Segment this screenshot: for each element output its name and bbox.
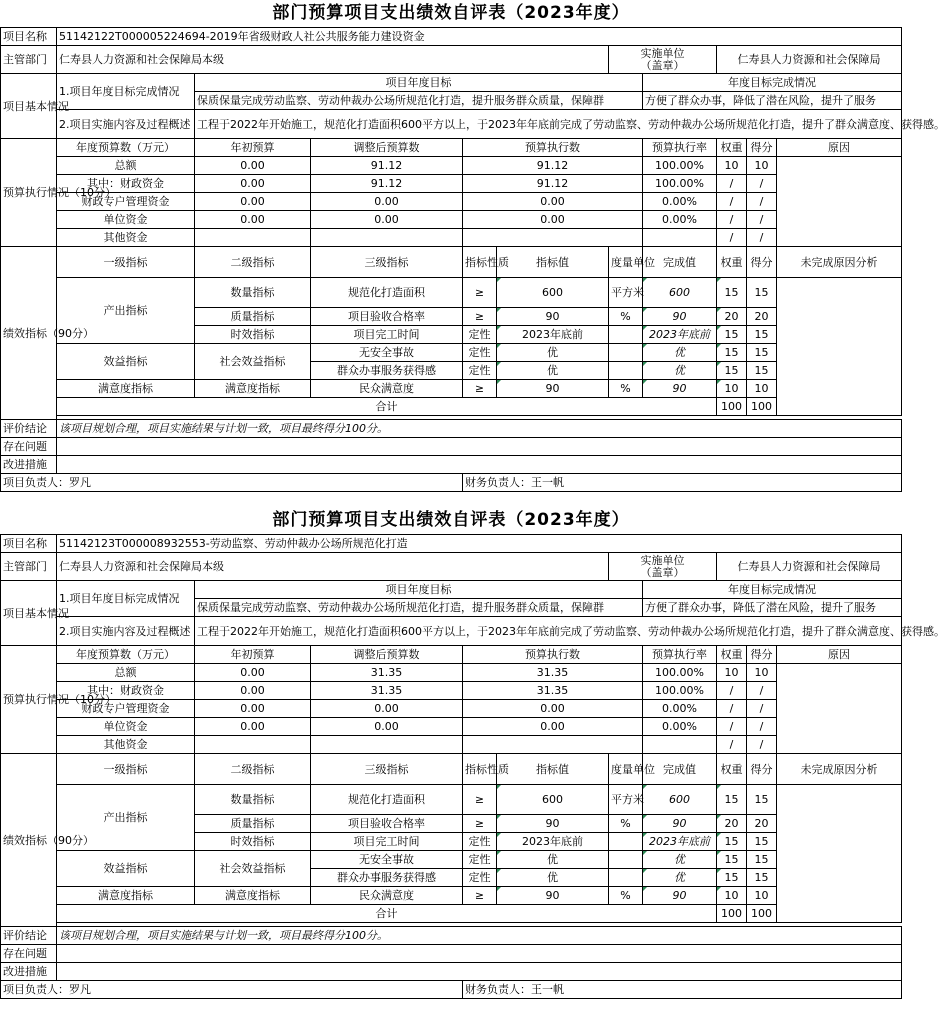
budget-score: / [747,229,777,247]
perf-header-score: 得分 [747,247,777,278]
perf-unit [609,344,643,362]
total-score: 100 [747,398,777,416]
perf-reason [777,278,902,416]
impl-value: 仁寿县人力资源和社会保障局 [717,46,902,74]
goal-header: 项目年度目标 [195,581,643,599]
budget-init: 0.00 [195,211,311,229]
perf-header-value: 指标值 [497,754,609,785]
budget-adjusted: 0.00 [311,193,463,211]
perf-score: 15 [747,362,777,380]
perf-row [1,851,902,869]
budget-adjusted [311,736,463,754]
budget-item-name: 总额 [57,664,195,682]
perf-score: 20 [747,815,777,833]
budget-header-init: 年初预算 [195,139,311,157]
budget-item-name: 其中：财政资金 [57,682,195,700]
perf-row [1,887,902,905]
perf-l3: 项目完工时间 [311,326,463,344]
eval-label: 评价结论 [1,420,57,438]
issue-label: 存在问题 [1,945,57,963]
budget-weight: / [717,736,747,754]
dept-value: 仁寿县人力资源和社会保障局本级 [57,553,609,581]
evaluation-sheet [0,0,945,506]
budget-section-label: 预算执行情况（10分） [1,646,57,754]
budget-score: 10 [747,157,777,175]
process-text: 工程于2022年开始施工，规范化打造面积600平方以上，于2023年年底前完成了劳动监察、劳动仲裁办公场所规范化打造，提升了群众满意度、获得感。 [195,617,902,646]
perf-l3: 民众满意度 [311,380,463,398]
perf-l3: 群众办事服务获得感 [311,869,463,887]
budget-row [1,157,902,175]
budget-score: / [747,175,777,193]
perf-target-value: 优 [497,851,609,869]
total-weight: 100 [717,398,747,416]
perf-header-unit: 度量单位 [609,247,643,278]
perf-header-unit: 度量单位 [609,754,643,785]
budget-executed: 31.35 [463,682,643,700]
finance-owner-label: 财务负责人：王一帆 [463,981,902,999]
perf-l3: 项目验收合格率 [311,815,463,833]
goal-done-header: 年度目标完成情况 [643,581,902,599]
budget-weight: / [717,193,747,211]
perf-weight: 15 [717,851,747,869]
perf-unit: % [609,380,643,398]
budget-executed [463,229,643,247]
perf-weight: 20 [717,308,747,326]
perf-nature: ≥ [463,815,497,833]
page-title: 部门预算项目支出绩效自评表（2023年度） [272,3,630,23]
budget-item-name: 单位资金 [57,211,195,229]
perf-l3: 规范化打造面积 [311,785,463,815]
budget-header-reason: 原因 [777,646,902,664]
evaluation-table [0,0,945,492]
budget-header-name: 年度预算数（万元） [57,646,195,664]
perf-target-value: 600 [497,785,609,815]
perf-target-value: 600 [497,278,609,308]
perf-header-l1: 一级指标 [57,754,195,785]
perf-l2: 时效指标 [195,833,311,851]
eval-label: 评价结论 [1,927,57,945]
budget-rate: 0.00% [643,700,717,718]
perf-row [1,278,902,308]
perf-unit [609,362,643,380]
budget-rate: 100.00% [643,157,717,175]
perf-nature: ≥ [463,785,497,815]
budget-weight: / [717,175,747,193]
process-text: 工程于2022年开始施工，规范化打造面积600平方以上，于2023年年底前完成了劳动监察、劳动仲裁办公场所规范化打造，提升了群众满意度、获得感。 [195,110,902,139]
budget-header-score: 得分 [747,139,777,157]
budget-score: 10 [747,664,777,682]
budget-weight: 10 [717,157,747,175]
perf-nature: 定性 [463,869,497,887]
perf-target-value: 2023年底前 [497,833,609,851]
perf-header-reason: 未完成原因分析 [777,247,902,278]
perf-target-value: 90 [497,887,609,905]
perf-weight: 15 [717,785,747,815]
budget-row [1,718,902,736]
budget-row [1,175,902,193]
perf-l1-output: 产出指标 [57,785,195,851]
budget-weight: / [717,700,747,718]
perf-header-l1: 一级指标 [57,247,195,278]
budget-row [1,211,902,229]
budget-executed: 0.00 [463,718,643,736]
impl-label: 实施单位 （盖章） [609,46,717,74]
evaluation-sheet [0,507,945,1013]
perf-header-nature: 指标性质 [463,247,497,278]
perf-target-value: 优 [497,869,609,887]
budget-executed: 31.35 [463,664,643,682]
perf-unit: % [609,887,643,905]
perf-l3: 民众满意度 [311,887,463,905]
budget-row [1,736,902,754]
budget-row [1,193,902,211]
budget-init: 0.00 [195,718,311,736]
perf-header-score: 得分 [747,754,777,785]
budget-rate [643,229,717,247]
perf-nature: 定性 [463,344,497,362]
eval-text: 该项目规划合理，项目实施结果与计划一致，项目最终得分100分。 [57,927,902,945]
budget-init: 0.00 [195,700,311,718]
perf-unit [609,326,643,344]
goal-done-header: 年度目标完成情况 [643,74,902,92]
owner-label: 项目负责人：罗凡 [1,981,463,999]
process-label: 2.项目实施内容及过程概述 [57,110,195,139]
process-label: 2.项目实施内容及过程概述 [57,617,195,646]
budget-reason [777,664,902,754]
budget-executed: 0.00 [463,211,643,229]
impl-label: 实施单位 （盖章） [609,553,717,581]
perf-nature: 定性 [463,851,497,869]
impl-value: 仁寿县人力资源和社会保障局 [717,553,902,581]
budget-rate: 0.00% [643,193,717,211]
perf-section-label: 绩效指标（90分） [1,247,57,420]
perf-weight: 15 [717,833,747,851]
budget-score: / [747,682,777,700]
perf-weight: 15 [717,278,747,308]
perf-l2: 质量指标 [195,815,311,833]
perf-target-value: 2023年底前 [497,326,609,344]
perf-row [1,785,902,815]
budget-header-executed: 预算执行数 [463,139,643,157]
perf-done-value: 优 [643,851,717,869]
issue-label: 存在问题 [1,438,57,456]
budget-init [195,229,311,247]
budget-adjusted [311,229,463,247]
perf-row [1,380,902,398]
budget-init: 0.00 [195,193,311,211]
perf-row [1,344,902,362]
perf-weight: 15 [717,362,747,380]
budget-executed [463,736,643,754]
total-label: 合计 [57,905,717,923]
budget-header-weight: 权重 [717,646,747,664]
perf-weight: 15 [717,344,747,362]
budget-item-name: 其中：财政资金 [57,175,195,193]
budget-score: / [747,718,777,736]
budget-adjusted: 0.00 [311,700,463,718]
perf-nature: 定性 [463,326,497,344]
perf-header-l3: 三级指标 [311,754,463,785]
budget-item-name: 财政专户管理资金 [57,193,195,211]
budget-weight: / [717,229,747,247]
budget-executed: 91.12 [463,175,643,193]
perf-l2: 数量指标 [195,278,311,308]
page-title: 部门预算项目支出绩效自评表（2023年度） [272,510,630,530]
budget-item-name: 单位资金 [57,718,195,736]
budget-weight: / [717,718,747,736]
budget-item-name: 其他资金 [57,229,195,247]
perf-weight: 15 [717,869,747,887]
perf-score: 20 [747,308,777,326]
perf-l2: 满意度指标 [195,380,311,398]
budget-item-name: 其他资金 [57,736,195,754]
perf-header-l2: 二级指标 [195,247,311,278]
basic-info-label: 项目基本情况 [1,74,57,139]
perf-header-done: 完成值 [643,247,717,278]
perf-unit: % [609,815,643,833]
budget-header-score: 得分 [747,646,777,664]
budget-executed: 91.12 [463,157,643,175]
perf-done-value: 90 [643,815,717,833]
dept-label: 主管部门 [1,46,57,74]
budget-header-reason: 原因 [777,139,902,157]
perf-unit: 平方米 [609,278,643,308]
perf-unit [609,833,643,851]
perf-done-value: 优 [643,362,717,380]
perf-target-value: 90 [497,308,609,326]
perf-weight: 10 [717,887,747,905]
fix-text [57,456,902,474]
budget-init [195,736,311,754]
perf-target-value: 90 [497,815,609,833]
budget-header-rate: 预算执行率 [643,646,717,664]
perf-l3: 群众办事服务获得感 [311,362,463,380]
dept-label: 主管部门 [1,553,57,581]
total-score: 100 [747,905,777,923]
budget-section-label: 预算执行情况（10分） [1,139,57,247]
perf-done-value: 90 [643,308,717,326]
budget-adjusted: 31.35 [311,682,463,700]
perf-reason [777,785,902,923]
budget-adjusted: 91.12 [311,157,463,175]
budget-rate: 0.00% [643,718,717,736]
eval-text: 该项目规划合理，项目实施结果与计划一致，项目最终得分100分。 [57,420,902,438]
budget-header-adjusted: 调整后预算数 [311,139,463,157]
dept-value: 仁寿县人力资源和社会保障局本级 [57,46,609,74]
perf-l3: 无安全事故 [311,851,463,869]
project-name-value: 51142122T000005224694-2019年省级财政人社公共服务能力建设资金 [57,28,902,46]
goal-text: 保质保量完成劳动监察、劳动仲裁办公场所规范化打造，提升服务群众质量，保障群 [195,599,643,617]
perf-score: 15 [747,344,777,362]
perf-score: 15 [747,851,777,869]
budget-header-weight: 权重 [717,139,747,157]
perf-done-value: 2023年底前 [643,326,717,344]
fix-label: 改进措施 [1,963,57,981]
budget-rate: 100.00% [643,175,717,193]
perf-l1-satisfaction: 满意度指标 [57,380,195,398]
perf-l1-output: 产出指标 [57,278,195,344]
perf-l3: 项目完工时间 [311,833,463,851]
perf-weight: 20 [717,815,747,833]
perf-done-value: 2023年底前 [643,833,717,851]
perf-done-value: 优 [643,344,717,362]
goal-text: 保质保量完成劳动监察、劳动仲裁办公场所规范化打造，提升服务群众质量，保障群 [195,92,643,110]
perf-header-l3: 三级指标 [311,247,463,278]
goal-done-text: 方便了群众办事，降低了潜在风险，提升了服务 [643,92,902,110]
budget-item-name: 财政专户管理资金 [57,700,195,718]
perf-section-label: 绩效指标（90分） [1,754,57,927]
perf-l3: 项目验收合格率 [311,308,463,326]
perf-header-weight: 权重 [717,754,747,785]
budget-adjusted: 0.00 [311,718,463,736]
budget-row [1,229,902,247]
perf-weight: 10 [717,380,747,398]
perf-l2: 时效指标 [195,326,311,344]
perf-header-reason: 未完成原因分析 [777,754,902,785]
budget-reason [777,157,902,247]
perf-nature: 定性 [463,362,497,380]
perf-nature: ≥ [463,380,497,398]
budget-score: / [747,193,777,211]
budget-header-executed: 预算执行数 [463,646,643,664]
perf-nature: 定性 [463,833,497,851]
total-weight: 100 [717,905,747,923]
finance-owner-label: 财务负责人：王一帆 [463,474,902,492]
total-label: 合计 [57,398,717,416]
perf-l2: 数量指标 [195,785,311,815]
budget-executed: 0.00 [463,193,643,211]
project-name-value: 51142123T000008932553-劳动监察、劳动仲裁办公场所规范化打造 [57,535,902,553]
perf-l3: 规范化打造面积 [311,278,463,308]
budget-header-adjusted: 调整后预算数 [311,646,463,664]
perf-target-value: 优 [497,362,609,380]
budget-init: 0.00 [195,175,311,193]
perf-header-weight: 权重 [717,247,747,278]
perf-header-done: 完成值 [643,754,717,785]
perf-score: 10 [747,380,777,398]
budget-init: 0.00 [195,664,311,682]
goal-done-text: 方便了群众办事，降低了潜在风险，提升了服务 [643,599,902,617]
goal-row-label: 1.项目年度目标完成情况 [57,581,195,617]
perf-header-nature: 指标性质 [463,754,497,785]
evaluation-table [0,507,945,999]
budget-adjusted: 91.12 [311,175,463,193]
perf-score: 15 [747,833,777,851]
perf-unit: % [609,308,643,326]
budget-header-name: 年度预算数（万元） [57,139,195,157]
perf-unit [609,851,643,869]
budget-row [1,682,902,700]
perf-score: 15 [747,326,777,344]
fix-label: 改进措施 [1,456,57,474]
goal-header: 项目年度目标 [195,74,643,92]
budget-row [1,664,902,682]
perf-score: 15 [747,869,777,887]
budget-rate: 0.00% [643,211,717,229]
project-name-label: 项目名称 [1,535,57,553]
perf-score: 10 [747,887,777,905]
budget-init: 0.00 [195,682,311,700]
fix-text [57,963,902,981]
budget-score: / [747,211,777,229]
perf-header-value: 指标值 [497,247,609,278]
perf-header-l2: 二级指标 [195,754,311,785]
perf-score: 15 [747,278,777,308]
project-name-label: 项目名称 [1,28,57,46]
budget-header-init: 年初预算 [195,646,311,664]
basic-info-label: 项目基本情况 [1,581,57,646]
budget-rate: 100.00% [643,682,717,700]
goal-row-label: 1.项目年度目标完成情况 [57,74,195,110]
budget-init: 0.00 [195,157,311,175]
budget-weight: / [717,211,747,229]
perf-done-value: 90 [643,380,717,398]
owner-label: 项目负责人：罗凡 [1,474,463,492]
perf-unit: 平方米 [609,785,643,815]
budget-score: / [747,736,777,754]
perf-target-value: 优 [497,344,609,362]
perf-nature: ≥ [463,308,497,326]
perf-weight: 15 [717,326,747,344]
perf-done-value: 90 [643,887,717,905]
perf-done-value: 优 [643,869,717,887]
budget-adjusted: 0.00 [311,211,463,229]
perf-target-value: 90 [497,380,609,398]
budget-adjusted: 31.35 [311,664,463,682]
budget-executed: 0.00 [463,700,643,718]
perf-unit [609,869,643,887]
issue-text [57,438,902,456]
budget-weight: 10 [717,664,747,682]
budget-header-rate: 预算执行率 [643,139,717,157]
budget-item-name: 总额 [57,157,195,175]
budget-weight: / [717,682,747,700]
budget-row [1,700,902,718]
perf-l1-benefit: 效益指标 [57,851,195,887]
budget-rate [643,736,717,754]
perf-l2: 满意度指标 [195,887,311,905]
perf-done-value: 600 [643,785,717,815]
budget-rate: 100.00% [643,664,717,682]
perf-l1-satisfaction: 满意度指标 [57,887,195,905]
perf-score: 15 [747,785,777,815]
perf-l3: 无安全事故 [311,344,463,362]
issue-text [57,945,902,963]
budget-score: / [747,700,777,718]
perf-l2: 社会效益指标 [195,344,311,380]
perf-l2: 质量指标 [195,308,311,326]
perf-nature: ≥ [463,887,497,905]
perf-done-value: 600 [643,278,717,308]
perf-l2: 社会效益指标 [195,851,311,887]
perf-l1-benefit: 效益指标 [57,344,195,380]
perf-nature: ≥ [463,278,497,308]
